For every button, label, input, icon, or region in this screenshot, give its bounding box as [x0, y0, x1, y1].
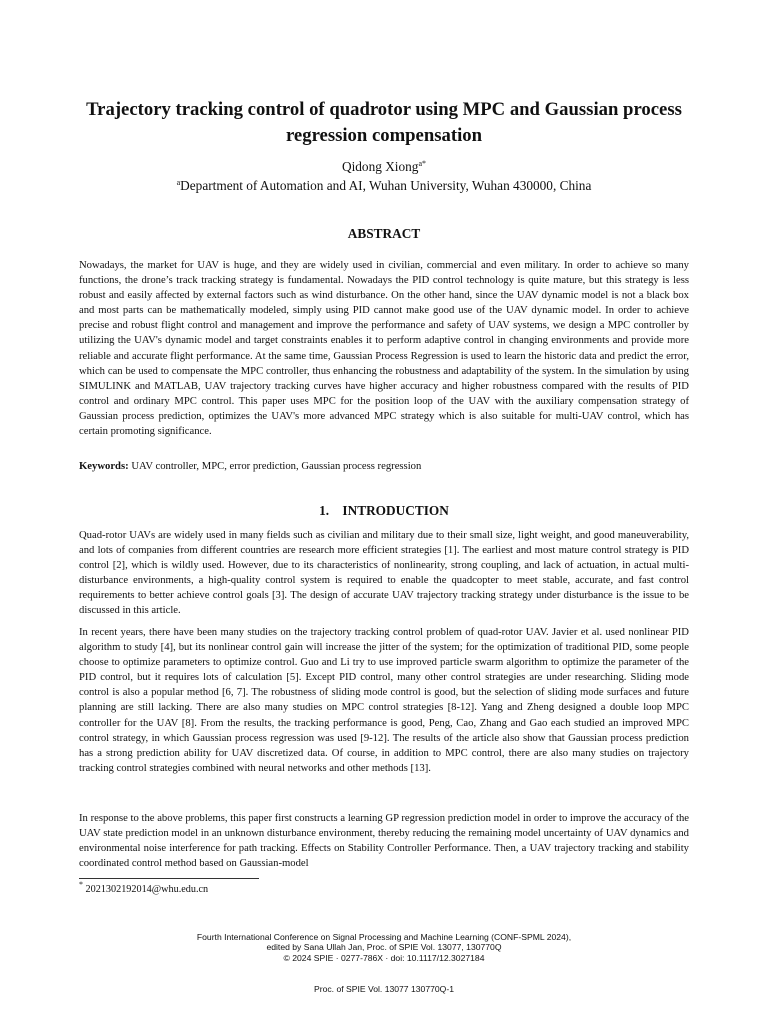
intro-paragraph-1: Quad-rotor UAVs are widely used in many fields such as civilian and military due to their small size, light weight, and good maneuverability, and lots of companies from different countries are research more efficient strategies [1]. The earliest and most mature control strategy is PID control [2], which is wildly used. However, due to its characteristics of nonlinearity, strong coupling, and lack of actuation, in actual multi-disturbance environments, a high-quality control system is required to enable the quadcopter to meet stable, accurate, and fast control requirements to better achieve control goals [3]. The design of accurate UAV trajectory tracking strategy under disturbance is the issue to be discussed in this article. — [79, 530, 689, 617]
conference-line-2: edited by Sana Ullah Jan, Proc. of SPIE Vol. 13077, 130770Q — [266, 942, 502, 953]
affiliation-line — [0, 178, 768, 194]
keywords-line — [79, 459, 689, 474]
footnote-divider — [79, 878, 259, 879]
footnote — [79, 880, 209, 896]
abstract-heading: ABSTRACT — [347, 226, 421, 241]
keywords-label: Keywords: — [79, 461, 129, 472]
affiliation-mark: a — [176, 178, 181, 187]
keywords-text: UAV controller, MPC, error prediction, Gaussian process regression — [131, 461, 422, 472]
conference-info — [0, 932, 768, 963]
introduction-heading: 1. INTRODUCTION — [319, 503, 449, 518]
page-footer: Proc. of SPIE Vol. 13077 130770Q-1 — [314, 984, 454, 994]
footnote-mark: * — [79, 880, 83, 889]
intro-paragraph-3: In response to the above problems, this paper first constructs a learning GP regression prediction model in order to improve the accuracy of the UAV state prediction model in an unknown disturbance environment, thereby reducing the remaining model uncertainty of UAV dynamics and environmental noise interference for path tracking. Effects on Stability Controller Performance. Then, a UAV trajectory tracking and stability coordinated control method based on Gaussian-model — [79, 813, 689, 870]
paper-title: Trajectory tracking control of quadrotor using MPC and Gaussian process regression compensation — [86, 99, 682, 146]
author-name: Qidong Xiong — [341, 159, 419, 174]
conference-line-1: Fourth International Conference on Signal Processing and Machine Learning (CONF-SPML 2024), — [196, 932, 572, 942]
author-mark: a* — [418, 159, 427, 168]
intro-paragraph-2: In recent years, there have been many studies on the trajectory tracking control problem of quad-rotor UAV. Javier et al. used nonlinear PID algorithm to study [4], but its nonlinear control gain will increase the jitter of the system; for the optimization of traditional PID, some people choose to optimize parameters to optimize control. Guo and Li try to use improved particle swarm algorithm to optimize the parameter of the PID control, but it requires lots of calculation [5]. Except PID control, many other control strategies are under researching. Sliding mode control is also a popular method [6, 7]. The robustness of sliding mode control is good, but the selection of sliding mode surfaces and future planning are still lacking. There are also many studies on MPC control strategies [8-12]. Yang and Zheng designed a double loop MPC controller for the UAV [8]. From the results, the tracking performance is good, Peng, Cao, Zhang and Gao each studied an improved MPC control strategy, in which Gaussian process regression was used [9-12]. The results of the article also show that Gaussian process prediction has a strong prediction ability for UAV discretized data. Of course, in addition to MPC control, there are also many studies on trajectory tracking control strategies combined with neural networks and other methods [13]. — [79, 627, 689, 774]
author-line — [0, 159, 768, 175]
footnote-email: 2021302192014@whu.edu.cn — [85, 884, 209, 895]
affiliation-text: Department of Automation and AI, Wuhan University, Wuhan 430000, China — [180, 178, 592, 193]
conference-line-3: © 2024 SPIE · 0277-786X · doi: 10.1117/12.3027184 — [283, 952, 485, 963]
abstract-text: Nowadays, the market for UAV is huge, and they are widely used in civilian, commercial and even military. In order to achieve so many functions, the drone’s track tracking strategy is fundamental. Nowadays the PID control technology is quite mature, but this strategy is less robust and easily affected by external factors such as wind disturbance. On the other hand, since the UAV dynamic model is not a black box and most parts can be mathematically modeled, simply using PID cannot make good use of the UAV dynamic model. In order to achieve precise and robust flight control and management and improve the performance and safety of UAV systems, we design a MPC controller by utilizing the UAV's dynamic model and target constraints enables it to perform adaptive control in changing environments and provide more reliable and accurate flight performance. At the same time, Gaussian Process Regression is used to learn the historic data and predict the error, which can be used to compensate the MPC controller, thus enhancing the robustness and adaptability of the system. In the simulation by using SIMULINK and MATLAB, UAV trajectory tracking curves have higher accuracy and higher robustness compared with the results of PID control and ordinary MPC control. This paper uses MPC for the position loop of the UAV with the auxiliary compensation strategy of Gaussian process prediction, optimizes the UAV's more advanced MPC strategy which is also suitable for multi-UAV control, which has certain promoting significance. — [79, 260, 689, 438]
